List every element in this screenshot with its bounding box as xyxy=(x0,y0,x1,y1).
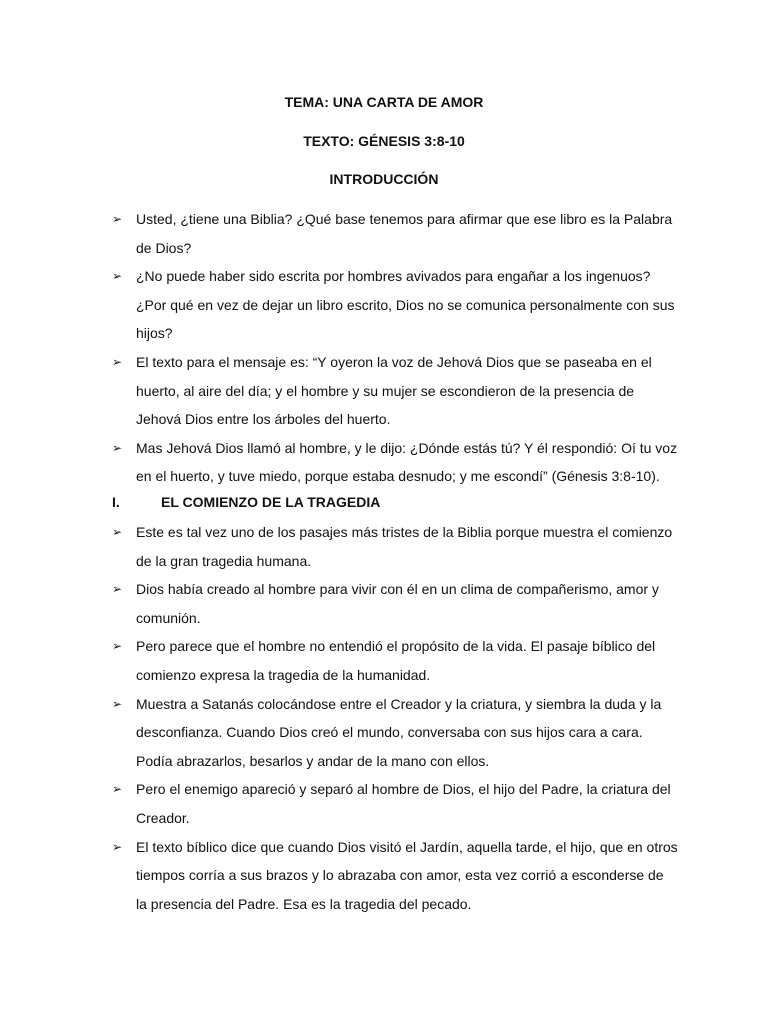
section-list xyxy=(0,518,768,918)
list-item xyxy=(0,262,678,348)
document-title: TEMA: UNA CARTA DE AMOR xyxy=(284,94,484,110)
arrow-bullet-icon: ➢ xyxy=(112,696,123,711)
arrow-bullet-icon: ➢ xyxy=(112,525,123,539)
section-title: EL COMIENZO DE LA TRAGEDIA xyxy=(161,494,381,510)
section-number: I. xyxy=(112,494,120,510)
list-item xyxy=(0,833,678,919)
list-item xyxy=(0,575,678,632)
list-item-text: ¿No puede haber sido escrita por hombres avivados para engañar a los ingenuos? ¿Por qué en vez de dejar un libro escrito, Dios no se comunica personalmente con sus hijos? xyxy=(136,268,675,342)
list-item xyxy=(0,775,678,832)
list-item-text: Dios había creado al hombre para vivir con él en un clima de compañerismo, amor y comunión. xyxy=(136,581,659,626)
list-item xyxy=(0,632,678,689)
scripture-reference: TEXTO: GÉNESIS 3:8-10 xyxy=(303,133,465,149)
introduction-list xyxy=(0,205,768,491)
list-item xyxy=(0,348,678,434)
arrow-bullet-icon: ➢ xyxy=(112,639,123,654)
arrow-bullet-icon: ➢ xyxy=(112,354,123,369)
list-item-text: El texto para el mensaje es: “Y oyeron la voz de Jehová Dios que se paseaba en el huerto, al aire del día; y el hombre y su mujer se escondieron de la presencia de Jehová Dios entre los árboles del huerto. xyxy=(136,353,652,428)
introduction-heading: INTRODUCCIÓN xyxy=(329,171,439,187)
arrow-bullet-icon: ➢ xyxy=(112,839,123,854)
list-item xyxy=(0,205,678,262)
arrow-bullet-icon: ➢ xyxy=(112,782,123,797)
arrow-bullet-icon: ➢ xyxy=(112,440,123,455)
list-item-text: Pero el enemigo apareció y separó al hombre de Dios, el hijo del Padre, la criatura del Creador. xyxy=(136,781,671,826)
list-item-text: Pero parece que el hombre no entendió el propósito de la vida. El pasaje bíblico del comienzo expresa la tragedia de la humanidad. xyxy=(136,638,656,683)
list-item-text: El texto bíblico dice que cuando Dios visitó el Jardín, aquella tarde, el hijo, que en otros tiempos corría a sus brazos y lo abrazaba con amor, esta vez corrió a esconderse de la presencia del Padre. Esa es la tragedia del pecado. xyxy=(136,838,678,912)
list-item-text: Este es tal vez uno de los pasajes más tristes de la Biblia porque muestra el comienzo de la gran tragedia humana. xyxy=(136,524,673,569)
arrow-bullet-icon: ➢ xyxy=(112,212,123,226)
arrow-bullet-icon: ➢ xyxy=(112,582,123,597)
arrow-bullet-icon: ➢ xyxy=(112,269,123,284)
list-item xyxy=(0,518,678,575)
list-item xyxy=(0,690,678,776)
list-item-text: Muestra a Satanás colocándose entre el Creador y la criatura, y siembra la duda y la desconfianza. Cuando Dios creó el mundo, conversaba con sus hijos cara a cara. Podía abrazarlos, besarlos y andar de la mano con ellos. xyxy=(136,695,662,769)
list-item-text: Mas Jehová Dios llamó al hombre, y le dijo: ¿Dónde estás tú? Y él respondió: Oí tu voz en el huerto, y tuve miedo, porque estaba desnudo; y me escondí” (Génesis 3:8-10). xyxy=(136,439,678,485)
list-item-text: Usted, ¿tiene una Biblia? ¿Qué base tenemos para afirmar que ese libro es la Palabra de Dios? xyxy=(136,211,673,256)
list-item xyxy=(0,434,678,491)
